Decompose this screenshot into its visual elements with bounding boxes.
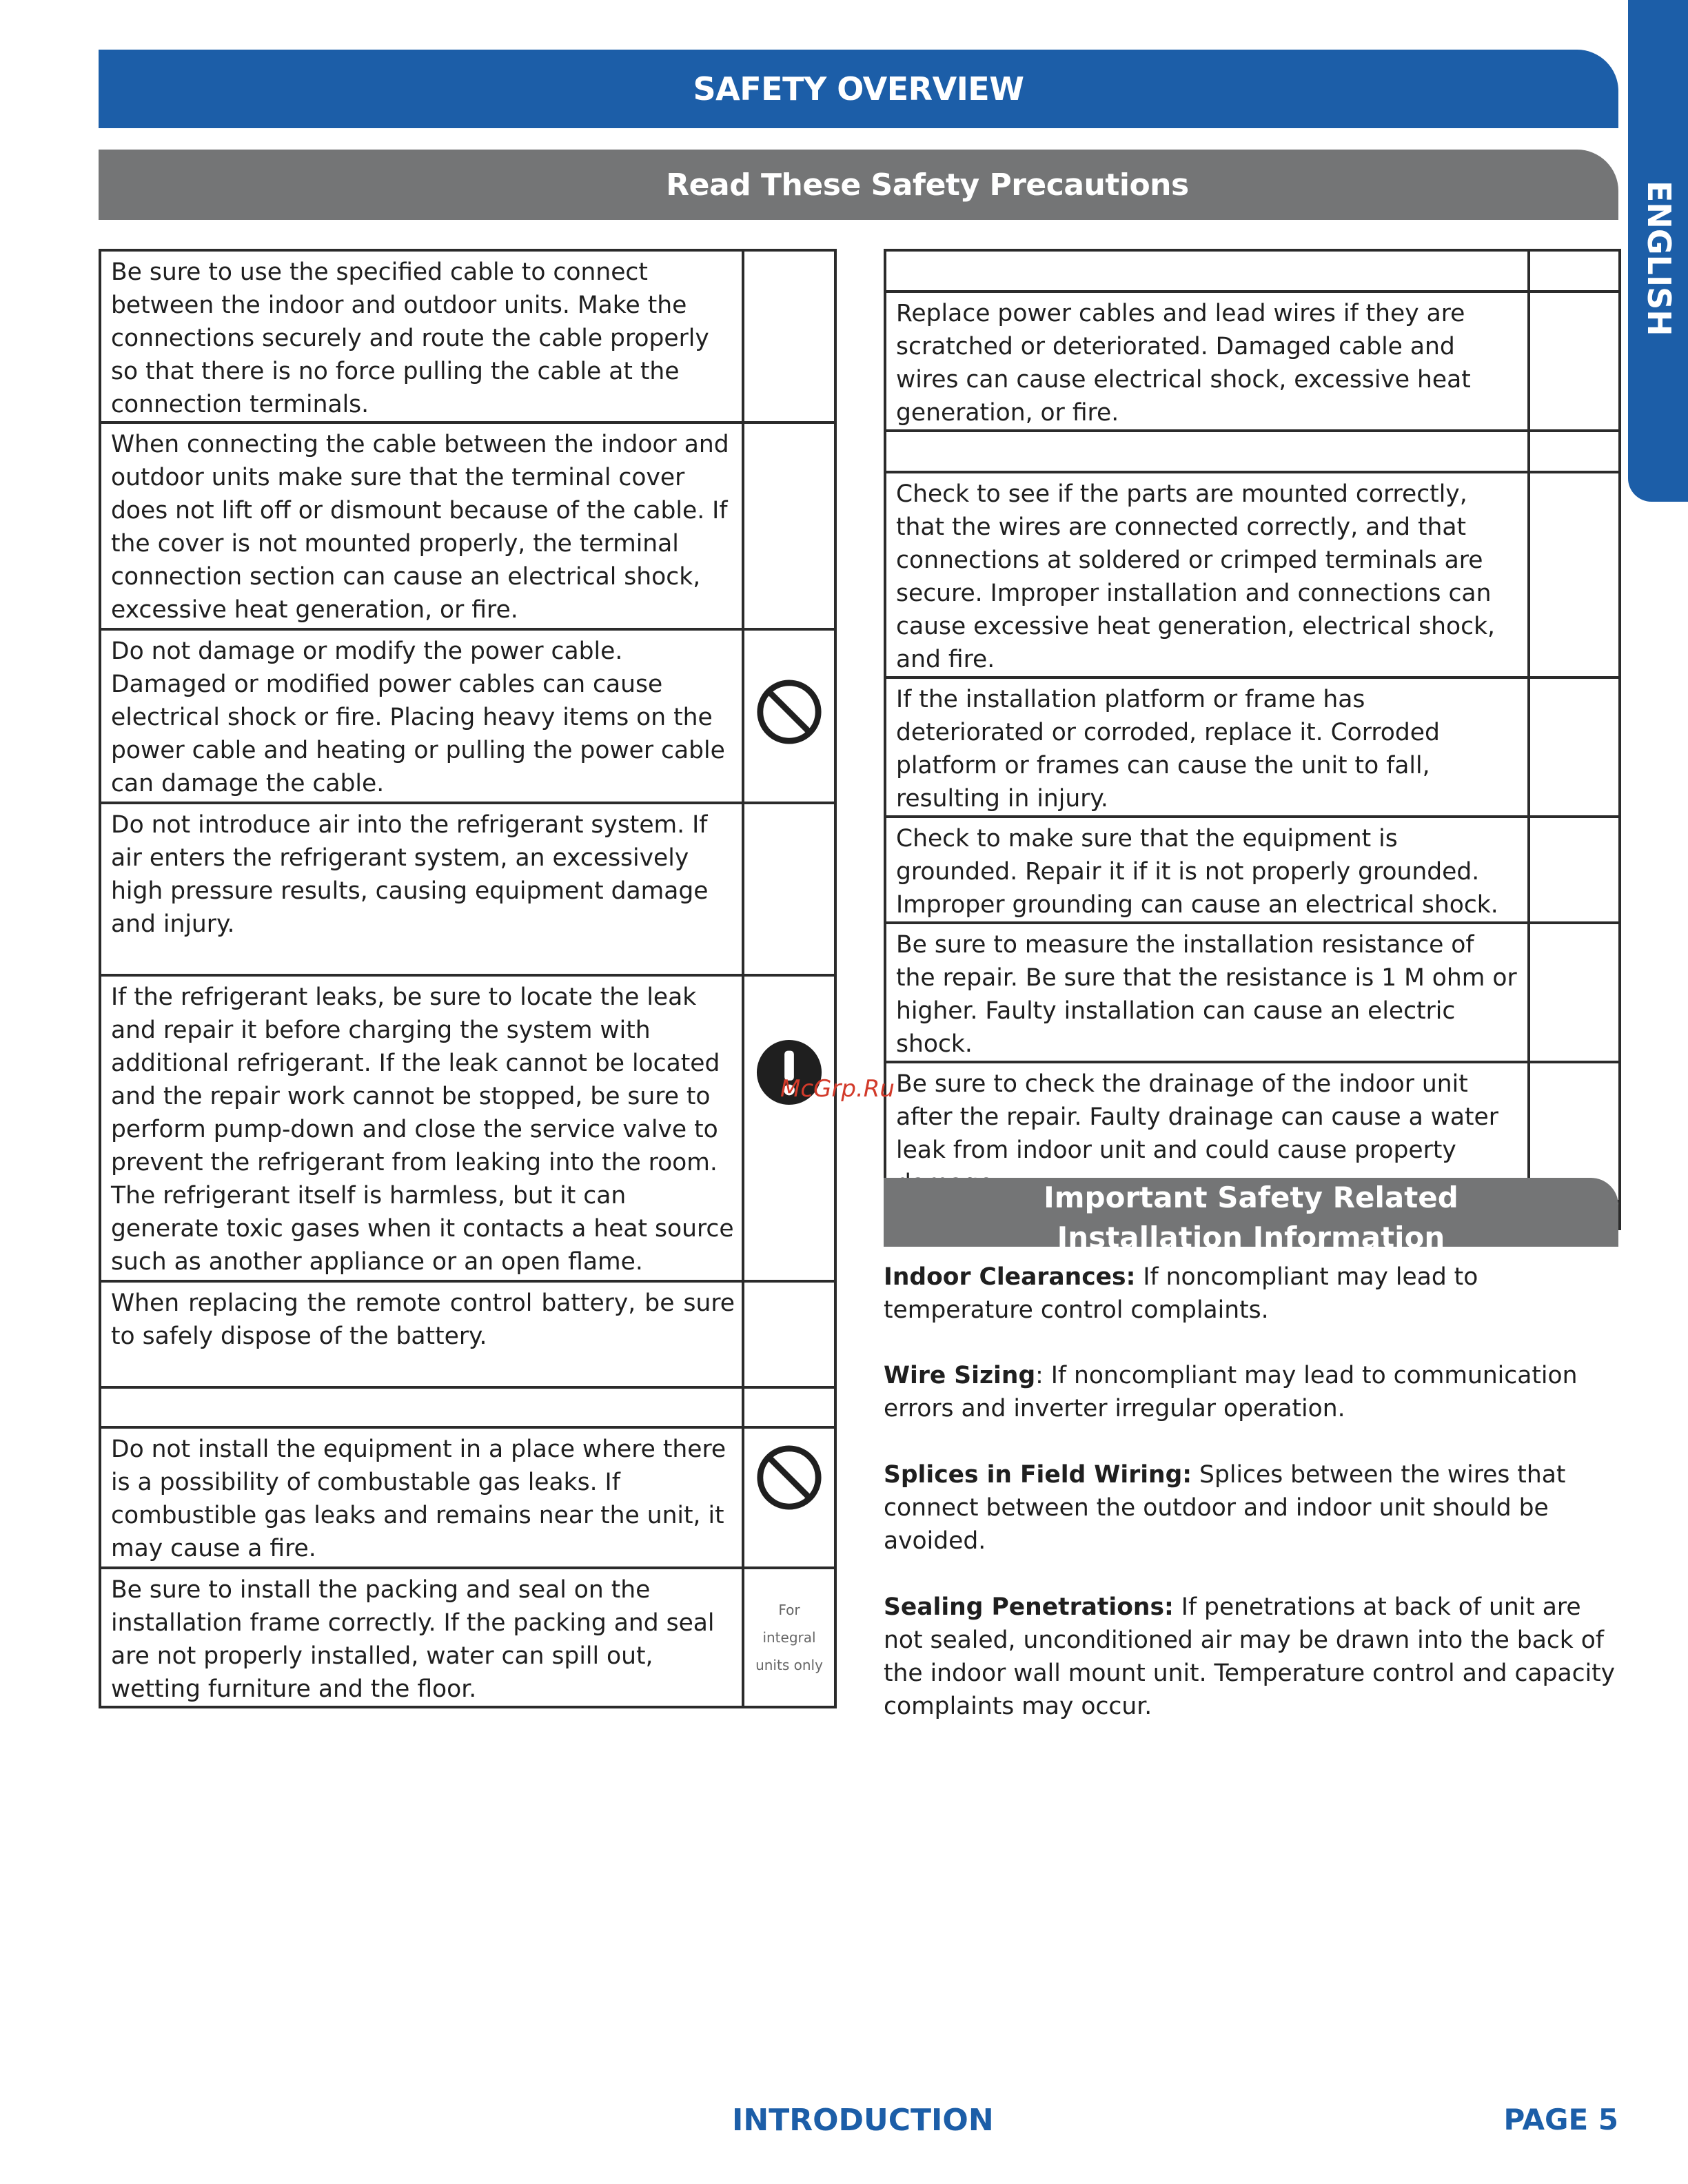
info-item-text: Splices between the wires that connect between the outdoor and indoor unit should be avoided. <box>884 1461 1566 1555</box>
precaution-text: Check to see if the parts are mounted correctly, that the wires are connected correctly, and that connections at soldered or crimped terminals are secure. Improper installation and connections can cause excessive heat generation, electrical shock, and fire. <box>885 472 1529 677</box>
table-row <box>100 803 835 975</box>
page-number: PAGE 5 <box>1503 2103 1618 2136</box>
symbol-cell <box>743 1387 835 1427</box>
table-row <box>100 975 835 1281</box>
info-item-label: Sealing Penetrations: <box>884 1593 1174 1621</box>
info-item-text: If penetrations at back of unit are not sealed, unconditioned air may be drawn into the back of the indoor wall mount unit. Temperature control and capacity complaints may occur. <box>884 1593 1616 1720</box>
symbol-cell <box>743 803 835 975</box>
watermark: McGrp.Ru <box>780 1075 895 1103</box>
symbol-cell <box>743 629 835 803</box>
precaution-text: When replacing the remote control battery, be sure to safely dispose of the battery. <box>100 1281 743 1387</box>
info-title-line1: Important Safety Related <box>1044 1181 1458 1214</box>
table-row <box>885 250 1620 292</box>
symbol-cell <box>743 1568 835 1707</box>
left-precautions-table <box>99 249 837 1708</box>
language-tab <box>1628 0 1688 502</box>
language-tab-label: ENGLISH <box>1640 181 1678 336</box>
integral-units-note: For integral units only <box>755 1602 823 1673</box>
info-item <box>884 1359 1635 1425</box>
table-row <box>100 629 835 803</box>
table-row <box>100 1568 835 1707</box>
info-item-label: Indoor Clearances: <box>884 1263 1136 1291</box>
precaution-text: When connecting the cable between the indoor and outdoor units make sure that the terminal cover does not lift off or dismount because of the cable. If the cover is not mounted properly, the terminal connection section can cause an electrical shock, excessive heat generation, or fire. <box>100 422 743 629</box>
info-item <box>884 1261 1635 1327</box>
table-row <box>885 431 1620 472</box>
precaution-text <box>885 431 1529 472</box>
symbol-cell <box>1529 292 1620 431</box>
table-row <box>100 1427 835 1568</box>
symbol-cell <box>1529 677 1620 817</box>
symbol-cell <box>743 1281 835 1387</box>
table-row <box>100 422 835 629</box>
info-item <box>884 1458 1635 1558</box>
table-row <box>885 677 1620 817</box>
info-title-line2: Installation Information <box>1057 1221 1445 1254</box>
precaution-text: Check to make sure that the equipment is grounded. Repair it if it is not properly grounded. Improper grounding can cause an electrical shock. <box>885 817 1529 923</box>
subtitle: Read These Safety Precautions <box>666 167 1189 203</box>
table-row <box>885 292 1620 431</box>
prohibited-icon <box>755 1444 823 1511</box>
precaution-text <box>100 1387 743 1427</box>
info-item-label: Splices in Field Wiring: <box>884 1461 1192 1489</box>
precaution-text: Be sure to measure the installation resistance of the repair. Be sure that the resistance is 1 M ohm or higher. Faulty installation can cause an electric shock. <box>885 923 1529 1062</box>
symbol-cell <box>743 422 835 629</box>
symbol-cell <box>1529 472 1620 677</box>
symbol-cell <box>1529 923 1620 1062</box>
table-row <box>100 250 835 422</box>
right-precautions-table <box>884 249 1621 1230</box>
symbol-cell <box>743 250 835 422</box>
table-row <box>100 1281 835 1387</box>
precaution-text: Replace power cables and lead wires if they are scratched or deteriorated. Damaged cable and wires can cause electrical shock, excessive heat generation, or fire. <box>885 292 1529 431</box>
section-title-bar <box>99 50 1618 128</box>
precaution-text: Be sure to use the specified cable to connect between the indoor and outdoor units. Make the connections securely and route the cable properly so that there is no force pulling the cable at the connection terminals. <box>100 250 743 422</box>
info-header <box>884 1178 1618 1254</box>
table-row <box>885 923 1620 1062</box>
symbol-cell <box>1529 817 1620 923</box>
precaution-text: Do not install the equipment in a place where there is a possibility of combustable gas leaks. If combustible gas leaks and remains near the unit, it may cause a fire. <box>100 1427 743 1568</box>
precaution-text: Do not damage or modify the power cable. Damaged or modified power cables can cause electrical shock or fire. Placing heavy items on the power cable and heating or pulling the power cable can damage the cable. <box>100 629 743 803</box>
precaution-text: Be sure to check the drainage of the indoor unit after the repair. Faulty drainage can cause a water leak from indoor unit and could cause property <box>885 1062 1529 1201</box>
info-item-text: If noncompliant may lead to temperature control complaints. <box>884 1263 1478 1324</box>
info-item <box>884 1591 1618 1723</box>
prohibited-icon <box>755 678 823 746</box>
table-row <box>885 817 1620 923</box>
symbol-cell <box>1529 431 1620 472</box>
footer-section: INTRODUCTION <box>732 2103 994 2138</box>
symbol-cell <box>1529 250 1620 292</box>
info-item-text: : If noncompliant may lead to communication errors and inverter irregular operation. <box>884 1362 1578 1422</box>
precaution-text: If the refrigerant leaks, be sure to locate the leak and repair it before charging the system with additional refrigerant. If the leak cannot be located and the repair work cannot be stopped, be sure to perform pump-down and close the service valve to prevent the refrigerant from leaking into the room. The refrigerant itself is harmless, but it can generate toxic gases when it contacts a heat source such as another appliance or an open flame. <box>100 975 743 1281</box>
table-row <box>100 1387 835 1427</box>
precaution-text: Be sure to install the packing and seal on the installation frame correctly. If the packing and seal are not properly installed, water can spill out, wetting furniture and the floor. <box>100 1568 743 1707</box>
subtitle-bar <box>99 150 1618 220</box>
precaution-text: Do not introduce air into the refrigerant system. If air enters the refrigerant system, an excessively high pressure results, causing equipment damage and injury. <box>100 803 743 975</box>
info-item-label: Wire Sizing <box>884 1362 1036 1389</box>
precaution-text <box>885 250 1529 292</box>
table-row <box>885 472 1620 677</box>
section-title: SAFETY OVERVIEW <box>693 70 1024 108</box>
precaution-text: If the installation platform or frame has deteriorated or corroded, replace it. Corroded platform or frames can cause the unit to fall, resulting in injury. <box>885 677 1529 817</box>
symbol-cell <box>743 975 835 1281</box>
symbol-cell <box>743 1427 835 1568</box>
